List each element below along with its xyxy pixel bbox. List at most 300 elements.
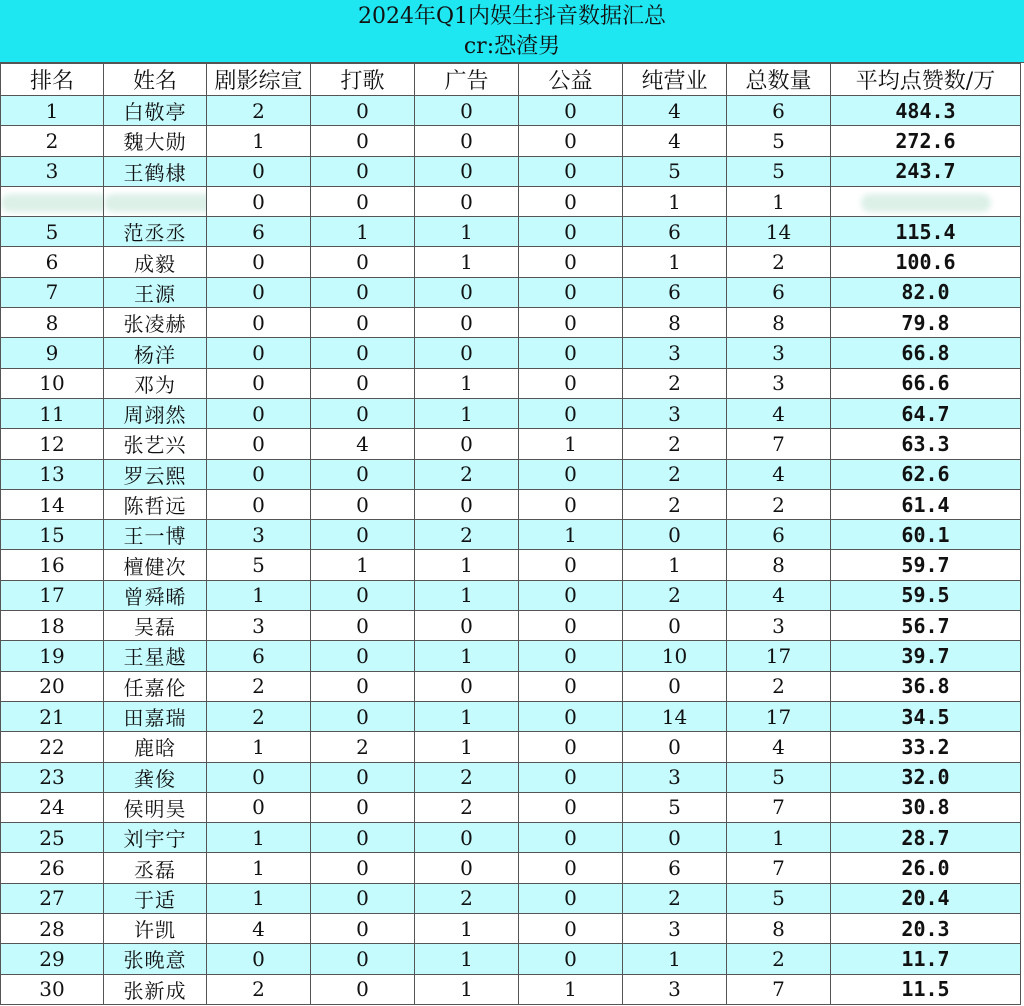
name-cell: 丞磊 [104, 853, 207, 883]
charity-cell: 0 [519, 853, 623, 883]
pure-activity-cell: 3 [623, 338, 727, 368]
charity-cell: 0 [519, 883, 623, 913]
charity-cell: 1 [519, 974, 623, 1004]
drama-promo-cell: 5 [207, 550, 311, 580]
page-title: 2024年Q1内娱生抖音数据汇总 [357, 4, 667, 29]
pure-activity-cell: 6 [623, 853, 727, 883]
name-cell: 魏大勋 [104, 126, 207, 156]
pure-activity-cell: 6 [623, 277, 727, 307]
total-cell: 7 [727, 792, 831, 822]
table-row [1, 247, 1021, 277]
ads-cell: 2 [415, 459, 519, 489]
charity-cell: 0 [519, 489, 623, 519]
page-subtitle: cr:恐渣男 [463, 34, 561, 59]
avg-likes-cell: 36.8 [831, 671, 1021, 701]
charity-cell: 0 [519, 732, 623, 762]
total-cell: 3 [727, 368, 831, 398]
rank-cell: 11 [1, 398, 104, 428]
drama-promo-cell: 0 [207, 459, 311, 489]
name-cell: 张晚意 [104, 944, 207, 974]
ads-cell: 1 [415, 247, 519, 277]
drama-promo-cell: 0 [207, 186, 311, 216]
name-cell: 龚俊 [104, 762, 207, 792]
total-cell: 2 [727, 247, 831, 277]
drama-promo-cell: 0 [207, 489, 311, 519]
avg-likes-cell: 100.6 [831, 247, 1021, 277]
singing-cell: 0 [311, 974, 415, 1004]
ads-cell: 0 [415, 429, 519, 459]
rank-cell: 2 [1, 126, 104, 156]
rank-cell: 14 [1, 489, 104, 519]
drama-promo-cell: 0 [207, 398, 311, 428]
total-cell: 1 [727, 186, 831, 216]
pure-activity-cell: 2 [623, 459, 727, 489]
charity-cell: 0 [519, 368, 623, 398]
singing-cell: 0 [311, 247, 415, 277]
total-cell: 6 [727, 96, 831, 126]
avg-likes-cell: 62.6 [831, 459, 1021, 489]
avg-likes-cell: 82.0 [831, 277, 1021, 307]
singing-cell: 0 [311, 186, 415, 216]
name-cell: 张艺兴 [104, 429, 207, 459]
table-row [1, 580, 1021, 610]
rank-cell: 19 [1, 641, 104, 671]
charity-cell: 0 [519, 308, 623, 338]
avg-likes-cell: 26.0 [831, 853, 1021, 883]
pure-activity-cell: 2 [623, 368, 727, 398]
pure-activity-cell: 1 [623, 550, 727, 580]
singing-cell: 0 [311, 944, 415, 974]
header-ads: 广告 [415, 64, 519, 96]
drama-promo-cell: 0 [207, 368, 311, 398]
singing-cell: 0 [311, 520, 415, 550]
drama-promo-cell: 2 [207, 701, 311, 731]
charity-cell: 0 [519, 550, 623, 580]
total-cell: 17 [727, 641, 831, 671]
total-cell: 3 [727, 611, 831, 641]
singing-cell: 0 [311, 368, 415, 398]
total-cell: 4 [727, 732, 831, 762]
total-cell: 1 [727, 823, 831, 853]
drama-promo-cell: 1 [207, 580, 311, 610]
rank-cell: 20 [1, 671, 104, 701]
name-cell: 罗云熙 [104, 459, 207, 489]
rank-cell: 30 [1, 974, 104, 1004]
singing-cell: 1 [311, 217, 415, 247]
name-cell: 邓为 [104, 368, 207, 398]
ads-cell: 1 [415, 368, 519, 398]
charity-cell: 0 [519, 217, 623, 247]
pure-activity-cell: 3 [623, 398, 727, 428]
pure-activity-cell: 0 [623, 732, 727, 762]
total-cell: 3 [727, 338, 831, 368]
rank-cell: 12 [1, 429, 104, 459]
charity-cell: 0 [519, 641, 623, 671]
ads-cell: 1 [415, 398, 519, 428]
ads-cell: 0 [415, 96, 519, 126]
drama-promo-cell: 1 [207, 883, 311, 913]
drama-promo-cell: 0 [207, 247, 311, 277]
charity-cell: 0 [519, 701, 623, 731]
table-row [1, 853, 1021, 883]
rank-cell: 27 [1, 883, 104, 913]
drama-promo-cell: 0 [207, 338, 311, 368]
table-row [1, 398, 1021, 428]
ads-cell: 0 [415, 308, 519, 338]
charity-cell: 0 [519, 580, 623, 610]
avg-likes-cell: 115.4 [831, 217, 1021, 247]
pure-activity-cell: 0 [623, 520, 727, 550]
rank-cell: 29 [1, 944, 104, 974]
pure-activity-cell: 8 [623, 308, 727, 338]
avg-likes-cell: 39.7 [831, 641, 1021, 671]
name-cell: 王源 [104, 277, 207, 307]
charity-cell: 0 [519, 338, 623, 368]
name-cell: 周翊然 [104, 398, 207, 428]
name-cell: 吴磊 [104, 611, 207, 641]
redacted-blur [1, 194, 104, 212]
total-cell: 8 [727, 550, 831, 580]
pure-activity-cell: 1 [623, 247, 727, 277]
rank-cell: 23 [1, 762, 104, 792]
charity-cell: 0 [519, 156, 623, 186]
singing-cell: 0 [311, 883, 415, 913]
pure-activity-cell: 3 [623, 762, 727, 792]
ads-cell: 1 [415, 732, 519, 762]
charity-cell: 0 [519, 126, 623, 156]
name-cell: 范丞丞 [104, 217, 207, 247]
table-row [1, 611, 1021, 641]
rank-cell: 13 [1, 459, 104, 489]
avg-likes-cell: 60.1 [831, 520, 1021, 550]
avg-likes-cell: 61.4 [831, 489, 1021, 519]
table-row [1, 308, 1021, 338]
rank-cell: 9 [1, 338, 104, 368]
ads-cell: 2 [415, 520, 519, 550]
ads-cell: 0 [415, 277, 519, 307]
header-drama-promo: 剧影综宣 [207, 64, 311, 96]
table-row [1, 368, 1021, 398]
table-row [1, 489, 1021, 519]
avg-likes-cell: 66.8 [831, 338, 1021, 368]
name-cell: 张凌赫 [104, 308, 207, 338]
ads-cell: 2 [415, 762, 519, 792]
name-cell: 张新成 [104, 974, 207, 1004]
name-cell: 许凯 [104, 914, 207, 944]
pure-activity-cell: 2 [623, 489, 727, 519]
singing-cell: 0 [311, 611, 415, 641]
data-table [0, 63, 1021, 1005]
avg-likes-cell: 20.4 [831, 883, 1021, 913]
ads-cell: 1 [415, 217, 519, 247]
avg-likes-cell: 243.7 [831, 156, 1021, 186]
pure-activity-cell: 1 [623, 944, 727, 974]
drama-promo-cell: 0 [207, 277, 311, 307]
name-cell: 田嘉瑞 [104, 701, 207, 731]
total-cell: 7 [727, 429, 831, 459]
total-cell: 5 [727, 156, 831, 186]
header-singing: 打歌 [311, 64, 415, 96]
ads-cell: 1 [415, 550, 519, 580]
singing-cell: 0 [311, 96, 415, 126]
singing-cell: 0 [311, 762, 415, 792]
rank-cell: 15 [1, 520, 104, 550]
drama-promo-cell: 0 [207, 792, 311, 822]
avg-likes-cell: 11.5 [831, 974, 1021, 1004]
avg-likes-cell: 34.5 [831, 701, 1021, 731]
charity-cell: 0 [519, 96, 623, 126]
total-cell: 8 [727, 308, 831, 338]
name-cell: 侯明昊 [104, 792, 207, 822]
charity-cell: 1 [519, 520, 623, 550]
pure-activity-cell: 6 [623, 217, 727, 247]
total-cell: 6 [727, 277, 831, 307]
singing-cell: 0 [311, 792, 415, 822]
total-cell: 14 [727, 217, 831, 247]
name-cell: 白敬亭 [104, 96, 207, 126]
rank-cell: 22 [1, 732, 104, 762]
header-name: 姓名 [104, 64, 207, 96]
singing-cell: 0 [311, 701, 415, 731]
charity-cell: 0 [519, 671, 623, 701]
singing-cell: 0 [311, 398, 415, 428]
table-row [1, 944, 1021, 974]
charity-cell: 0 [519, 792, 623, 822]
header-rank: 排名 [1, 64, 104, 96]
drama-promo-cell: 1 [207, 732, 311, 762]
charity-cell: 0 [519, 914, 623, 944]
name-cell: 鹿晗 [104, 732, 207, 762]
pure-activity-cell: 1 [623, 186, 727, 216]
charity-cell: 0 [519, 277, 623, 307]
table-body [1, 96, 1021, 1005]
pure-activity-cell: 0 [623, 611, 727, 641]
name-cell: 成毅 [104, 247, 207, 277]
avg-likes-cell: 63.3 [831, 429, 1021, 459]
total-cell: 7 [727, 974, 831, 1004]
singing-cell: 4 [311, 429, 415, 459]
singing-cell: 0 [311, 338, 415, 368]
total-cell: 5 [727, 883, 831, 913]
table-row [1, 429, 1021, 459]
pure-activity-cell: 0 [623, 671, 727, 701]
table-row [1, 126, 1021, 156]
total-cell: 5 [727, 126, 831, 156]
avg-likes-cell: 32.0 [831, 762, 1021, 792]
ads-cell: 1 [415, 580, 519, 610]
total-cell: 6 [727, 520, 831, 550]
pure-activity-cell: 10 [623, 641, 727, 671]
avg-likes-cell: 66.6 [831, 368, 1021, 398]
avg-likes-cell: 59.5 [831, 580, 1021, 610]
ads-cell: 1 [415, 914, 519, 944]
singing-cell: 0 [311, 126, 415, 156]
name-cell: 刘宇宁 [104, 823, 207, 853]
header-avg-likes: 平均点赞数/万 [831, 64, 1021, 96]
drama-promo-cell: 3 [207, 520, 311, 550]
avg-likes-cell: 56.7 [831, 611, 1021, 641]
rank-cell: 1 [1, 96, 104, 126]
avg-likes-cell: 484.3 [831, 96, 1021, 126]
pure-activity-cell: 4 [623, 96, 727, 126]
rank-cell [1, 186, 104, 216]
total-cell: 8 [727, 914, 831, 944]
avg-likes-cell: 28.7 [831, 823, 1021, 853]
table-row [1, 520, 1021, 550]
drama-promo-cell: 0 [207, 308, 311, 338]
drama-promo-cell: 2 [207, 671, 311, 701]
ads-cell: 0 [415, 338, 519, 368]
total-cell: 4 [727, 459, 831, 489]
total-cell: 17 [727, 701, 831, 731]
name-cell: 檀健次 [104, 550, 207, 580]
drama-promo-cell: 4 [207, 914, 311, 944]
ads-cell: 1 [415, 641, 519, 671]
avg-likes-cell: 33.2 [831, 732, 1021, 762]
table-row [1, 732, 1021, 762]
header-total: 总数量 [727, 64, 831, 96]
pure-activity-cell: 0 [623, 823, 727, 853]
singing-cell: 0 [311, 914, 415, 944]
table-row [1, 701, 1021, 731]
drama-promo-cell: 1 [207, 823, 311, 853]
header-charity: 公益 [519, 64, 623, 96]
rank-cell: 16 [1, 550, 104, 580]
singing-cell: 0 [311, 823, 415, 853]
ads-cell: 1 [415, 701, 519, 731]
table-row [1, 156, 1021, 186]
title-band [0, 0, 1024, 63]
ads-cell: 0 [415, 489, 519, 519]
pure-activity-cell: 14 [623, 701, 727, 731]
rank-cell: 17 [1, 580, 104, 610]
table-row [1, 186, 1021, 216]
rank-cell: 7 [1, 277, 104, 307]
rank-cell: 18 [1, 611, 104, 641]
avg-likes-cell: 64.7 [831, 398, 1021, 428]
name-cell [104, 186, 207, 216]
charity-cell: 1 [519, 429, 623, 459]
rank-cell: 10 [1, 368, 104, 398]
singing-cell: 1 [311, 550, 415, 580]
avg-likes-cell [831, 186, 1021, 216]
table-row [1, 338, 1021, 368]
rank-cell: 21 [1, 701, 104, 731]
total-cell: 2 [727, 489, 831, 519]
table-row [1, 823, 1021, 853]
name-cell: 杨洋 [104, 338, 207, 368]
ads-cell: 0 [415, 823, 519, 853]
total-cell: 4 [727, 580, 831, 610]
total-cell: 4 [727, 398, 831, 428]
table-row [1, 96, 1021, 126]
avg-likes-cell: 11.7 [831, 944, 1021, 974]
pure-activity-cell: 3 [623, 974, 727, 1004]
pure-activity-cell: 5 [623, 156, 727, 186]
ads-cell: 0 [415, 126, 519, 156]
charity-cell: 0 [519, 186, 623, 216]
drama-promo-cell: 0 [207, 762, 311, 792]
ads-cell: 0 [415, 671, 519, 701]
pure-activity-cell: 3 [623, 914, 727, 944]
avg-likes-cell: 20.3 [831, 914, 1021, 944]
total-cell: 7 [727, 853, 831, 883]
rank-cell: 8 [1, 308, 104, 338]
header-row [1, 64, 1021, 96]
drama-promo-cell: 0 [207, 156, 311, 186]
drama-promo-cell: 0 [207, 429, 311, 459]
total-cell: 2 [727, 944, 831, 974]
ads-cell: 2 [415, 792, 519, 822]
pure-activity-cell: 4 [623, 126, 727, 156]
name-cell: 王一博 [104, 520, 207, 550]
ads-cell: 0 [415, 853, 519, 883]
pure-activity-cell: 2 [623, 580, 727, 610]
singing-cell: 0 [311, 580, 415, 610]
table-row [1, 550, 1021, 580]
ads-cell: 0 [415, 186, 519, 216]
table-row [1, 914, 1021, 944]
charity-cell: 0 [519, 823, 623, 853]
ads-cell: 1 [415, 974, 519, 1004]
redacted-blur [104, 194, 207, 212]
charity-cell: 0 [519, 459, 623, 489]
singing-cell: 0 [311, 671, 415, 701]
charity-cell: 0 [519, 247, 623, 277]
table-row [1, 671, 1021, 701]
rank-cell: 26 [1, 853, 104, 883]
ads-cell: 0 [415, 156, 519, 186]
rank-cell: 24 [1, 792, 104, 822]
ads-cell: 0 [415, 611, 519, 641]
avg-likes-cell: 30.8 [831, 792, 1021, 822]
redacted-blur [861, 194, 991, 212]
singing-cell: 0 [311, 853, 415, 883]
charity-cell: 0 [519, 944, 623, 974]
name-cell: 任嘉伦 [104, 671, 207, 701]
rank-cell: 28 [1, 914, 104, 944]
rank-cell: 25 [1, 823, 104, 853]
singing-cell: 0 [311, 156, 415, 186]
avg-likes-cell: 272.6 [831, 126, 1021, 156]
drama-promo-cell: 2 [207, 974, 311, 1004]
table-row [1, 762, 1021, 792]
table-row [1, 459, 1021, 489]
total-cell: 5 [727, 762, 831, 792]
table-row [1, 792, 1021, 822]
singing-cell: 0 [311, 489, 415, 519]
avg-likes-cell: 59.7 [831, 550, 1021, 580]
name-cell: 王鹤棣 [104, 156, 207, 186]
rank-cell: 3 [1, 156, 104, 186]
drama-promo-cell: 1 [207, 126, 311, 156]
charity-cell: 0 [519, 762, 623, 792]
charity-cell: 0 [519, 611, 623, 641]
ads-cell: 1 [415, 944, 519, 974]
drama-promo-cell: 1 [207, 853, 311, 883]
name-cell: 曾舜晞 [104, 580, 207, 610]
singing-cell: 0 [311, 308, 415, 338]
header-pure-activity: 纯营业 [623, 64, 727, 96]
rank-cell: 5 [1, 217, 104, 247]
avg-likes-cell: 79.8 [831, 308, 1021, 338]
rank-cell: 6 [1, 247, 104, 277]
name-cell: 陈哲远 [104, 489, 207, 519]
drama-promo-cell: 6 [207, 217, 311, 247]
drama-promo-cell: 2 [207, 96, 311, 126]
pure-activity-cell: 2 [623, 883, 727, 913]
pure-activity-cell: 2 [623, 429, 727, 459]
